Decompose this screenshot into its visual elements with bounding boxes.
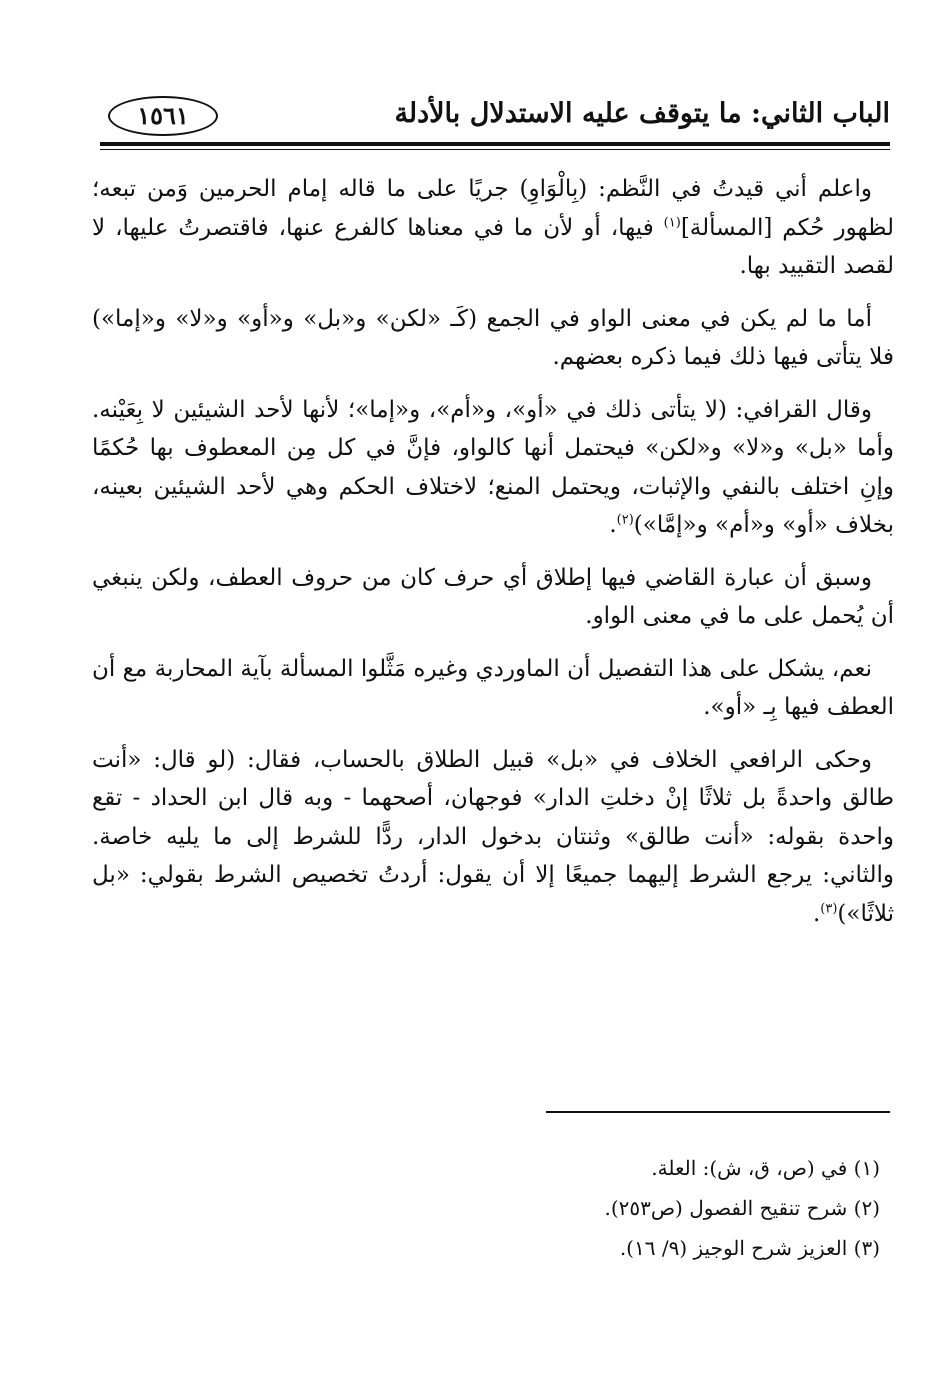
page-number: ١٥٦١ [108,96,218,136]
chapter-title: الباب الثاني: ما يتوقف عليه الاستدلال بالأدلة [394,98,890,129]
paragraph-5: نعم، يشكل على هذا التفصيل أن الماوردي وغيره مَثَّلوا المسألة بآية المحاربة مع أن العطف فيها بِـ «أو». [92,655,894,720]
footnotes [92,1148,894,1268]
footnote-marker-1: (١) [663,214,681,230]
main-text [92,170,894,947]
page-header [100,92,890,140]
paragraph-1: واعلم أني قيدتُ في النَّظم: (بِالْوَاوِ) جريًا على ما قاله إمام الحرمين وَمن تبعه؛ لظهور حُكم [المسألة]$^{(١)}$ فيها، أو لأن ما في معناها كالفرع عنها، فاقتصرتُ عليها، لا لقصد التقييد بها. [92,176,894,279]
footnote-marker-3: (٣) [820,900,838,916]
footnote-3: (٣) العزيز شرح الوجيز (٩/ ١٦). [619,1236,880,1260]
footnote-marker-2: (٢) [616,512,634,528]
header-rule-thick [100,142,890,146]
paragraph-2: أما ما لم يكن في معنى الواو في الجمع (كَـ «لكن» و«بل» و«أو» و«لا» و«إما») فلا يتأتى فيها ذلك فيما ذكره بعضهم. [92,305,894,370]
header-rule-thin [100,149,890,150]
footnote-separator [546,1111,890,1113]
paragraph-6: وحكى الرافعي الخلاف في «بل» قبيل الطلاق بالحساب، فقال: (لو قال: «أنت طالق واحدةً بل ثلاثًا إنْ دخلتِ الدار» فوجهان، أصحهما - وبه قال ابن الحداد - تقع واحدة بقوله: «أنت طالق» وثنتان بدخول الدار، ردًّا للشرط إلى ما يليه خاصة. والثاني: يرجع الشرط إليهما جميعًا إلا أن يقول: أردتُ تخصيص الشرط بقولي: «بل ثلاثًا»)$^{(٣)}$. [92,746,894,927]
footnote-2: (٢) شرح تنقيح الفصول (ص٢٥٣). [604,1196,880,1220]
paragraph-3: وقال القرافي: (لا يتأتى ذلك في «أو»، و«أم»، و«إما»؛ لأنها لأحد الشيئين لا بِعَيْنه. وأما «بل» و«لا» و«لكن» فيحتمل أنها كالواو، فإنَّ في كل مِن المعطوف بها حُكمًا وإنِ اختلف بالنفي والإثبات، ويحتمل المنع؛ لاختلاف الحكم وهي لأحد الشيئين بعينه، بخلاف «أو» و«أم» و«إمَّا»)$^{(٢)}$. [92,396,894,538]
paragraph-4: وسبق أن عبارة القاضي فيها إطلاق أي حرف كان من حروف العطف، ولكن ينبغي أن يُحمل على ما في معنى الواو. [92,564,894,629]
footnote-1: (١) في (ص، ق، ش): العلة. [651,1156,880,1180]
